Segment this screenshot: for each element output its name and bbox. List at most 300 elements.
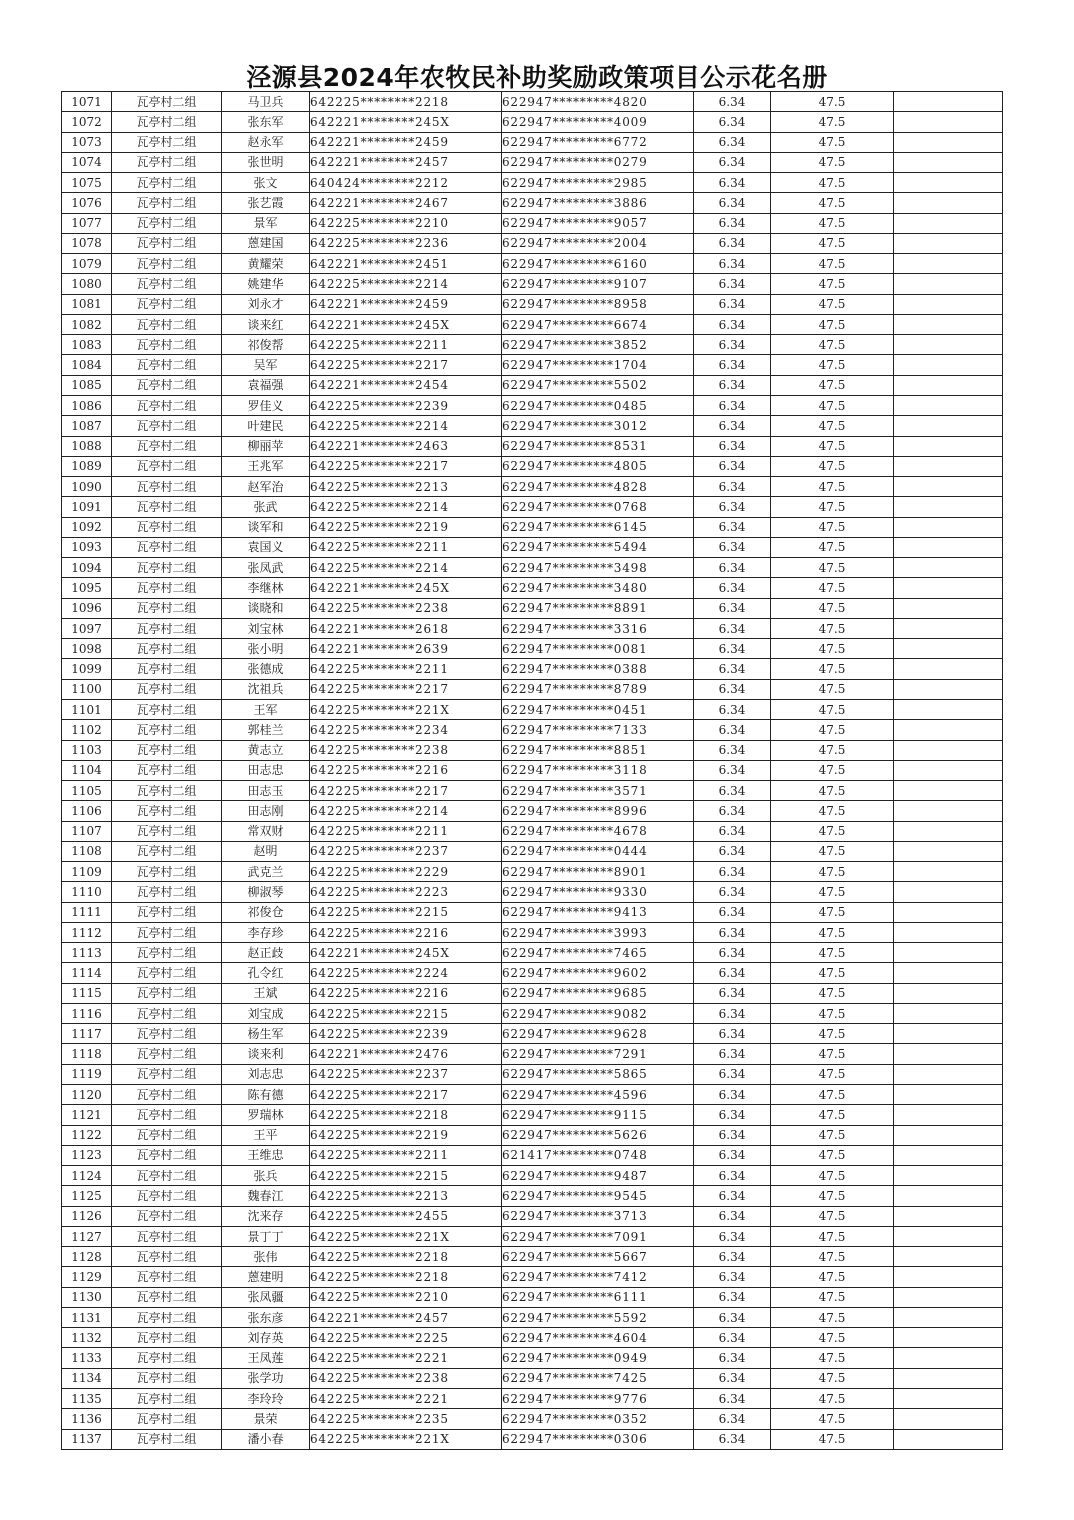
area-value-cell: 6.34 xyxy=(694,1226,771,1246)
row-number-cell: 1109 xyxy=(62,862,112,882)
area-value-cell: 6.34 xyxy=(694,558,771,578)
row-number-cell: 1072 xyxy=(62,112,112,132)
table-row xyxy=(62,598,1003,618)
area-value-cell: 6.34 xyxy=(694,1024,771,1044)
person-name-cell: 张东彦 xyxy=(222,1307,310,1327)
subsidy-amount-cell: 47.5 xyxy=(771,1186,894,1206)
subsidy-amount-cell: 47.5 xyxy=(771,862,894,882)
id-number-cell: 642225********2210 xyxy=(310,213,502,233)
account-number-cell: 622947*********6160 xyxy=(502,254,694,274)
subsidy-amount-cell: 47.5 xyxy=(771,477,894,497)
id-number-cell: 642225********2214 xyxy=(310,497,502,517)
row-number-cell: 1086 xyxy=(62,395,112,415)
area-value-cell: 6.34 xyxy=(694,335,771,355)
remark-cell xyxy=(894,1085,1003,1105)
person-name-cell: 黄耀荣 xyxy=(222,254,310,274)
remark-cell xyxy=(894,233,1003,253)
subsidy-amount-cell: 47.5 xyxy=(771,720,894,740)
id-number-cell: 642225********2211 xyxy=(310,659,502,679)
subsidy-amount-cell: 47.5 xyxy=(771,294,894,314)
village-group-cell: 瓦亭村二组 xyxy=(112,1287,222,1307)
account-number-cell: 622947*********2004 xyxy=(502,233,694,253)
area-value-cell: 6.34 xyxy=(694,274,771,294)
subsidy-amount-cell: 47.5 xyxy=(771,699,894,719)
area-value-cell: 6.34 xyxy=(694,578,771,598)
account-number-cell: 622947*********6111 xyxy=(502,1287,694,1307)
table-row xyxy=(62,1024,1003,1044)
area-value-cell: 6.34 xyxy=(694,497,771,517)
id-number-cell: 642225********2215 xyxy=(310,902,502,922)
account-number-cell: 622947*********9602 xyxy=(502,963,694,983)
row-number-cell: 1132 xyxy=(62,1328,112,1348)
village-group-cell: 瓦亭村二组 xyxy=(112,497,222,517)
person-name-cell: 马卫兵 xyxy=(222,92,310,112)
person-name-cell: 田志刚 xyxy=(222,801,310,821)
subsidy-amount-cell: 47.5 xyxy=(771,902,894,922)
row-number-cell: 1080 xyxy=(62,274,112,294)
person-name-cell: 谈来红 xyxy=(222,314,310,334)
row-number-cell: 1110 xyxy=(62,882,112,902)
area-value-cell: 6.34 xyxy=(694,1348,771,1368)
subsidy-amount-cell: 47.5 xyxy=(771,659,894,679)
village-group-cell: 瓦亭村二组 xyxy=(112,760,222,780)
id-number-cell: 642221********2451 xyxy=(310,254,502,274)
id-number-cell: 642225********2237 xyxy=(310,841,502,861)
id-number-cell: 642225********2219 xyxy=(310,517,502,537)
village-group-cell: 瓦亭村二组 xyxy=(112,92,222,112)
person-name-cell: 王兆军 xyxy=(222,456,310,476)
row-number-cell: 1137 xyxy=(62,1429,112,1449)
person-name-cell: 景丁丁 xyxy=(222,1226,310,1246)
village-group-cell: 瓦亭村二组 xyxy=(112,517,222,537)
remark-cell xyxy=(894,1145,1003,1165)
area-value-cell: 6.34 xyxy=(694,193,771,213)
table-row xyxy=(62,1328,1003,1348)
account-number-cell: 622947*********1704 xyxy=(502,355,694,375)
row-number-cell: 1134 xyxy=(62,1368,112,1388)
person-name-cell: 张凤武 xyxy=(222,558,310,578)
area-value-cell: 6.34 xyxy=(694,112,771,132)
id-number-cell: 642221********2476 xyxy=(310,1044,502,1064)
row-number-cell: 1105 xyxy=(62,781,112,801)
area-value-cell: 6.34 xyxy=(694,355,771,375)
subsidy-amount-cell: 47.5 xyxy=(771,1206,894,1226)
id-number-cell: 642225********2224 xyxy=(310,963,502,983)
village-group-cell: 瓦亭村二组 xyxy=(112,659,222,679)
village-group-cell: 瓦亭村二组 xyxy=(112,639,222,659)
table-row xyxy=(62,1044,1003,1064)
person-name-cell: 姚建华 xyxy=(222,274,310,294)
remark-cell xyxy=(894,760,1003,780)
person-name-cell: 谈来利 xyxy=(222,1044,310,1064)
subsidy-amount-cell: 47.5 xyxy=(771,618,894,638)
row-number-cell: 1085 xyxy=(62,375,112,395)
row-number-cell: 1096 xyxy=(62,598,112,618)
row-number-cell: 1088 xyxy=(62,436,112,456)
area-value-cell: 6.34 xyxy=(694,781,771,801)
person-name-cell: 赵正歧 xyxy=(222,943,310,963)
area-value-cell: 6.34 xyxy=(694,1166,771,1186)
village-group-cell: 瓦亭村二组 xyxy=(112,537,222,557)
remark-cell xyxy=(894,112,1003,132)
area-value-cell: 6.34 xyxy=(694,902,771,922)
subsidy-amount-cell: 47.5 xyxy=(771,781,894,801)
row-number-cell: 1133 xyxy=(62,1348,112,1368)
remark-cell xyxy=(894,517,1003,537)
village-group-cell: 瓦亭村二组 xyxy=(112,1145,222,1165)
table-row xyxy=(62,1186,1003,1206)
subsidy-amount-cell: 47.5 xyxy=(771,963,894,983)
table-row xyxy=(62,395,1003,415)
village-group-cell: 瓦亭村二组 xyxy=(112,558,222,578)
row-number-cell: 1084 xyxy=(62,355,112,375)
person-name-cell: 郭桂兰 xyxy=(222,720,310,740)
village-group-cell: 瓦亭村二组 xyxy=(112,193,222,213)
area-value-cell: 6.34 xyxy=(694,1044,771,1064)
area-value-cell: 6.34 xyxy=(694,375,771,395)
remark-cell xyxy=(894,1105,1003,1125)
account-number-cell: 622947*********8891 xyxy=(502,598,694,618)
remark-cell xyxy=(894,173,1003,193)
subsidy-amount-cell: 47.5 xyxy=(771,558,894,578)
id-number-cell: 642225********2215 xyxy=(310,1003,502,1023)
row-number-cell: 1119 xyxy=(62,1064,112,1084)
subsidy-amount-cell: 47.5 xyxy=(771,193,894,213)
area-value-cell: 6.34 xyxy=(694,537,771,557)
remark-cell xyxy=(894,213,1003,233)
subsidy-amount-cell: 47.5 xyxy=(771,92,894,112)
village-group-cell: 瓦亭村二组 xyxy=(112,1206,222,1226)
village-group-cell: 瓦亭村二组 xyxy=(112,1125,222,1145)
person-name-cell: 田志玉 xyxy=(222,781,310,801)
table-row xyxy=(62,943,1003,963)
table-row xyxy=(62,375,1003,395)
table-row xyxy=(62,456,1003,476)
subsidy-amount-cell: 47.5 xyxy=(771,112,894,132)
table-row xyxy=(62,1064,1003,1084)
village-group-cell: 瓦亭村二组 xyxy=(112,477,222,497)
remark-cell xyxy=(894,659,1003,679)
account-number-cell: 622947*********3993 xyxy=(502,922,694,942)
person-name-cell: 祁俊仓 xyxy=(222,902,310,922)
row-number-cell: 1131 xyxy=(62,1307,112,1327)
village-group-cell: 瓦亭村二组 xyxy=(112,173,222,193)
table-row xyxy=(62,436,1003,456)
remark-cell xyxy=(894,1166,1003,1186)
area-value-cell: 6.34 xyxy=(694,152,771,172)
id-number-cell: 642225********2215 xyxy=(310,1166,502,1186)
subsidy-amount-cell: 47.5 xyxy=(771,152,894,172)
row-number-cell: 1126 xyxy=(62,1206,112,1226)
row-number-cell: 1104 xyxy=(62,760,112,780)
id-number-cell: 642225********221X xyxy=(310,1226,502,1246)
account-number-cell: 622947*********3886 xyxy=(502,193,694,213)
area-value-cell: 6.34 xyxy=(694,862,771,882)
id-number-cell: 642221********2618 xyxy=(310,618,502,638)
village-group-cell: 瓦亭村二组 xyxy=(112,821,222,841)
account-number-cell: 622947*********4805 xyxy=(502,456,694,476)
row-number-cell: 1124 xyxy=(62,1166,112,1186)
row-number-cell: 1113 xyxy=(62,943,112,963)
account-number-cell: 622947*********2985 xyxy=(502,173,694,193)
remark-cell xyxy=(894,821,1003,841)
village-group-cell: 瓦亭村二组 xyxy=(112,740,222,760)
subsidy-amount-cell: 47.5 xyxy=(771,639,894,659)
village-group-cell: 瓦亭村二组 xyxy=(112,314,222,334)
remark-cell xyxy=(894,1044,1003,1064)
table-row xyxy=(62,335,1003,355)
area-value-cell: 6.34 xyxy=(694,294,771,314)
person-name-cell: 赵军治 xyxy=(222,477,310,497)
subsidy-amount-cell: 47.5 xyxy=(771,1166,894,1186)
account-number-cell: 622947*********9545 xyxy=(502,1186,694,1206)
subsidy-amount-cell: 47.5 xyxy=(771,1064,894,1084)
area-value-cell: 6.34 xyxy=(694,821,771,841)
account-number-cell: 622947*********9115 xyxy=(502,1105,694,1125)
person-name-cell: 蒽建明 xyxy=(222,1267,310,1287)
id-number-cell: 642225********2238 xyxy=(310,1368,502,1388)
table-row xyxy=(62,983,1003,1003)
row-number-cell: 1106 xyxy=(62,801,112,821)
person-name-cell: 张世明 xyxy=(222,152,310,172)
remark-cell xyxy=(894,294,1003,314)
account-number-cell: 622947*********4678 xyxy=(502,821,694,841)
row-number-cell: 1071 xyxy=(62,92,112,112)
account-number-cell: 622947*********0444 xyxy=(502,841,694,861)
row-number-cell: 1135 xyxy=(62,1389,112,1409)
area-value-cell: 6.34 xyxy=(694,760,771,780)
account-number-cell: 622947*********7091 xyxy=(502,1226,694,1246)
subsidy-amount-cell: 47.5 xyxy=(771,436,894,456)
table-row xyxy=(62,477,1003,497)
row-number-cell: 1116 xyxy=(62,1003,112,1023)
remark-cell xyxy=(894,274,1003,294)
table-row xyxy=(62,963,1003,983)
remark-cell xyxy=(894,375,1003,395)
area-value-cell: 6.34 xyxy=(694,963,771,983)
person-name-cell: 张文 xyxy=(222,173,310,193)
person-name-cell: 张东军 xyxy=(222,112,310,132)
roster-table xyxy=(61,91,1003,1450)
person-name-cell: 李玲玲 xyxy=(222,1389,310,1409)
remark-cell xyxy=(894,1307,1003,1327)
id-number-cell: 642225********2219 xyxy=(310,1125,502,1145)
village-group-cell: 瓦亭村二组 xyxy=(112,841,222,861)
account-number-cell: 622947*********0768 xyxy=(502,497,694,517)
table-row xyxy=(62,213,1003,233)
id-number-cell: 642225********2217 xyxy=(310,679,502,699)
village-group-cell: 瓦亭村二组 xyxy=(112,720,222,740)
account-number-cell: 622947*********8958 xyxy=(502,294,694,314)
account-number-cell: 622947*********4604 xyxy=(502,1328,694,1348)
subsidy-amount-cell: 47.5 xyxy=(771,943,894,963)
account-number-cell: 622947*********0279 xyxy=(502,152,694,172)
table-row xyxy=(62,92,1003,112)
area-value-cell: 6.34 xyxy=(694,1064,771,1084)
remark-cell xyxy=(894,132,1003,152)
account-number-cell: 622947*********9057 xyxy=(502,213,694,233)
table-row xyxy=(62,497,1003,517)
row-number-cell: 1130 xyxy=(62,1287,112,1307)
remark-cell xyxy=(894,1368,1003,1388)
remark-cell xyxy=(894,1429,1003,1449)
table-row xyxy=(62,558,1003,578)
subsidy-amount-cell: 47.5 xyxy=(771,1044,894,1064)
subsidy-amount-cell: 47.5 xyxy=(771,1085,894,1105)
account-number-cell: 622947*********8901 xyxy=(502,862,694,882)
table-row xyxy=(62,1003,1003,1023)
table-row xyxy=(62,841,1003,861)
row-number-cell: 1074 xyxy=(62,152,112,172)
person-name-cell: 景荣 xyxy=(222,1409,310,1429)
person-name-cell: 张德成 xyxy=(222,659,310,679)
area-value-cell: 6.34 xyxy=(694,841,771,861)
area-value-cell: 6.34 xyxy=(694,416,771,436)
id-number-cell: 642225********2455 xyxy=(310,1206,502,1226)
account-number-cell: 622947*********8996 xyxy=(502,801,694,821)
village-group-cell: 瓦亭村二组 xyxy=(112,679,222,699)
account-number-cell: 622947*********6145 xyxy=(502,517,694,537)
area-value-cell: 6.34 xyxy=(694,598,771,618)
account-number-cell: 622947*********4596 xyxy=(502,1085,694,1105)
subsidy-amount-cell: 47.5 xyxy=(771,1226,894,1246)
id-number-cell: 642225********2218 xyxy=(310,1105,502,1125)
table-row xyxy=(62,314,1003,334)
area-value-cell: 6.34 xyxy=(694,477,771,497)
area-value-cell: 6.34 xyxy=(694,882,771,902)
table-row xyxy=(62,274,1003,294)
id-number-cell: 642221********2459 xyxy=(310,132,502,152)
person-name-cell: 王斌 xyxy=(222,983,310,1003)
village-group-cell: 瓦亭村二组 xyxy=(112,395,222,415)
remark-cell xyxy=(894,578,1003,598)
id-number-cell: 642221********245X xyxy=(310,314,502,334)
remark-cell xyxy=(894,781,1003,801)
row-number-cell: 1097 xyxy=(62,618,112,638)
table-row xyxy=(62,193,1003,213)
table-row xyxy=(62,1429,1003,1449)
subsidy-amount-cell: 47.5 xyxy=(771,537,894,557)
remark-cell xyxy=(894,152,1003,172)
person-name-cell: 刘永才 xyxy=(222,294,310,314)
person-name-cell: 张凤疆 xyxy=(222,1287,310,1307)
area-value-cell: 6.34 xyxy=(694,618,771,638)
row-number-cell: 1102 xyxy=(62,720,112,740)
person-name-cell: 袁国义 xyxy=(222,537,310,557)
remark-cell xyxy=(894,740,1003,760)
remark-cell xyxy=(894,720,1003,740)
id-number-cell: 642225********2221 xyxy=(310,1348,502,1368)
subsidy-amount-cell: 47.5 xyxy=(771,1247,894,1267)
village-group-cell: 瓦亭村二组 xyxy=(112,862,222,882)
row-number-cell: 1125 xyxy=(62,1186,112,1206)
id-number-cell: 642225********2214 xyxy=(310,416,502,436)
id-number-cell: 642225********2234 xyxy=(310,720,502,740)
remark-cell xyxy=(894,1409,1003,1429)
row-number-cell: 1107 xyxy=(62,821,112,841)
id-number-cell: 642225********221X xyxy=(310,1429,502,1449)
id-number-cell: 642221********2459 xyxy=(310,294,502,314)
row-number-cell: 1079 xyxy=(62,254,112,274)
account-number-cell: 622947*********0081 xyxy=(502,639,694,659)
account-number-cell: 622947*********8851 xyxy=(502,740,694,760)
area-value-cell: 6.34 xyxy=(694,436,771,456)
account-number-cell: 622947*********3713 xyxy=(502,1206,694,1226)
person-name-cell: 王军 xyxy=(222,699,310,719)
area-value-cell: 6.34 xyxy=(694,1247,771,1267)
village-group-cell: 瓦亭村二组 xyxy=(112,355,222,375)
account-number-cell: 622947*********3498 xyxy=(502,558,694,578)
village-group-cell: 瓦亭村二组 xyxy=(112,1389,222,1409)
subsidy-amount-cell: 47.5 xyxy=(771,416,894,436)
id-number-cell: 642225********2213 xyxy=(310,1186,502,1206)
remark-cell xyxy=(894,1064,1003,1084)
table-row xyxy=(62,578,1003,598)
subsidy-amount-cell: 47.5 xyxy=(771,355,894,375)
village-group-cell: 瓦亭村二组 xyxy=(112,1409,222,1429)
table-row xyxy=(62,760,1003,780)
remark-cell xyxy=(894,1186,1003,1206)
village-group-cell: 瓦亭村二组 xyxy=(112,781,222,801)
row-number-cell: 1121 xyxy=(62,1105,112,1125)
id-number-cell: 642225********2211 xyxy=(310,821,502,841)
account-number-cell: 622947*********9107 xyxy=(502,274,694,294)
account-number-cell: 622947*********3852 xyxy=(502,335,694,355)
area-value-cell: 6.34 xyxy=(694,1125,771,1145)
table-row xyxy=(62,740,1003,760)
row-number-cell: 1077 xyxy=(62,213,112,233)
remark-cell xyxy=(894,882,1003,902)
table-row xyxy=(62,294,1003,314)
subsidy-amount-cell: 47.5 xyxy=(771,213,894,233)
person-name-cell: 刘存英 xyxy=(222,1328,310,1348)
village-group-cell: 瓦亭村二组 xyxy=(112,335,222,355)
village-group-cell: 瓦亭村二组 xyxy=(112,294,222,314)
id-number-cell: 642225********2235 xyxy=(310,1409,502,1429)
row-number-cell: 1098 xyxy=(62,639,112,659)
row-number-cell: 1076 xyxy=(62,193,112,213)
subsidy-amount-cell: 47.5 xyxy=(771,1307,894,1327)
table-row xyxy=(62,1226,1003,1246)
village-group-cell: 瓦亭村二组 xyxy=(112,1226,222,1246)
row-number-cell: 1099 xyxy=(62,659,112,679)
row-number-cell: 1118 xyxy=(62,1044,112,1064)
person-name-cell: 陈有德 xyxy=(222,1085,310,1105)
table-row xyxy=(62,1348,1003,1368)
table-row xyxy=(62,862,1003,882)
subsidy-amount-cell: 47.5 xyxy=(771,1348,894,1368)
id-number-cell: 642225********2238 xyxy=(310,598,502,618)
table-row xyxy=(62,618,1003,638)
person-name-cell: 黄志立 xyxy=(222,740,310,760)
account-number-cell: 622947*********9413 xyxy=(502,902,694,922)
person-name-cell: 罗瑞林 xyxy=(222,1105,310,1125)
id-number-cell: 642225********2214 xyxy=(310,274,502,294)
id-number-cell: 642225********2237 xyxy=(310,1064,502,1084)
area-value-cell: 6.34 xyxy=(694,1368,771,1388)
account-number-cell: 622947*********9628 xyxy=(502,1024,694,1044)
person-name-cell: 李继林 xyxy=(222,578,310,598)
account-number-cell: 622947*********5592 xyxy=(502,1307,694,1327)
remark-cell xyxy=(894,1125,1003,1145)
village-group-cell: 瓦亭村二组 xyxy=(112,1186,222,1206)
remark-cell xyxy=(894,699,1003,719)
row-number-cell: 1114 xyxy=(62,963,112,983)
account-number-cell: 622947*********9487 xyxy=(502,1166,694,1186)
subsidy-amount-cell: 47.5 xyxy=(771,375,894,395)
village-group-cell: 瓦亭村二组 xyxy=(112,132,222,152)
area-value-cell: 6.34 xyxy=(694,1429,771,1449)
